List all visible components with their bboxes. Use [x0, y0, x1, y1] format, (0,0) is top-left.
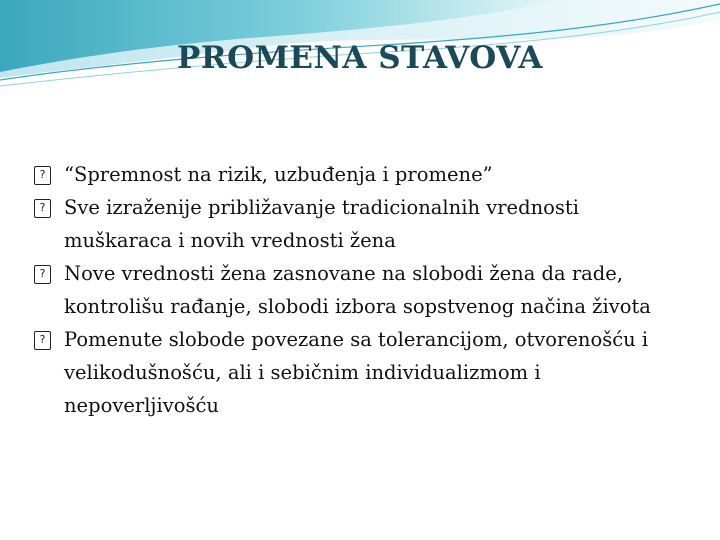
bullet-item — [30, 323, 690, 422]
bullet-text: “Spremnost na rizik, uzbuđenja i promene” — [64, 163, 493, 186]
missing-glyph-icon: ? — [34, 199, 51, 218]
bullet-text: Nove vrednosti žena zasnovane na slobodi žena da rade, kontrolišu rađanje, slobodi izbora sopstvenog načina života — [64, 262, 651, 318]
bullet-item — [30, 158, 690, 191]
bullet-text: Pomenute slobode povezane sa tolerancijom, otvorenošću i velikodušnošću, ali i sebičnim individualizmom i nepoverljivošću — [64, 328, 649, 417]
missing-glyph-icon: ? — [34, 166, 51, 185]
slide-title: PROMENA STAVOVA — [177, 40, 543, 76]
missing-glyph-icon: ? — [34, 265, 51, 284]
bullet-list — [30, 158, 690, 422]
bullet-text: Sve izraženije približavanje tradicionalnih vrednosti muškaraca i novih vrednosti žena — [64, 196, 579, 252]
bullet-item — [30, 191, 690, 257]
missing-glyph-icon: ? — [34, 331, 51, 350]
bullet-item — [30, 257, 690, 323]
